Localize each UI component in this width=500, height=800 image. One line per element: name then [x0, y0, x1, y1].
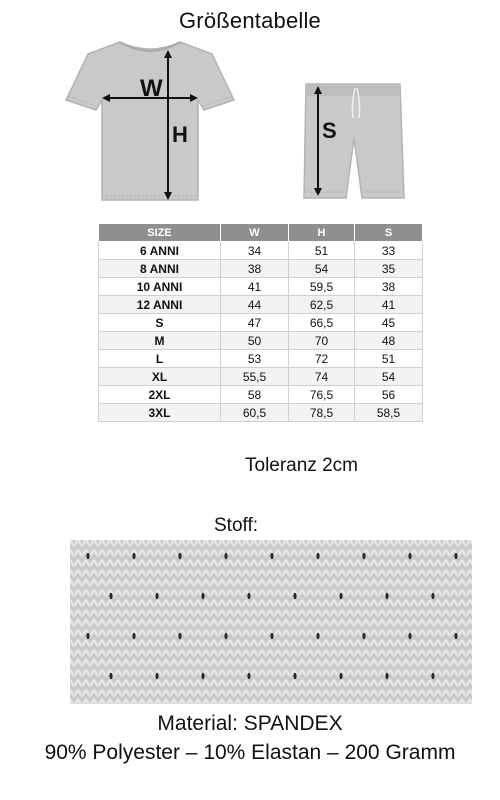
w-cell: 53 — [221, 350, 289, 368]
size-cell: L — [99, 350, 221, 368]
size-cell: XL — [99, 368, 221, 386]
table-header-row — [99, 224, 423, 242]
h-cell: 78,5 — [289, 404, 355, 422]
page-title: Größentabelle — [178, 8, 321, 33]
material-text: Material: SPANDEX — [157, 712, 343, 735]
mesh-hole — [270, 553, 273, 559]
w-cell: 50 — [221, 332, 289, 350]
width-label: W — [140, 75, 163, 102]
knit-fabric-swatch — [70, 540, 472, 704]
mesh-hole — [178, 633, 181, 639]
size-cell: S — [99, 314, 221, 332]
seat-label: S — [322, 118, 337, 143]
table-row — [99, 368, 423, 386]
mesh-hole — [155, 673, 158, 679]
mesh-hole — [247, 593, 250, 599]
table-row — [99, 242, 423, 260]
size-table — [98, 223, 423, 422]
size-cell: 8 ANNI — [99, 260, 221, 278]
table-row — [99, 278, 423, 296]
table-row — [99, 296, 423, 314]
column-header-w: W — [221, 224, 289, 242]
mesh-hole — [178, 553, 181, 559]
w-cell: 58 — [221, 386, 289, 404]
mesh-hole — [316, 633, 319, 639]
mesh-hole — [224, 553, 227, 559]
mesh-hole — [201, 673, 204, 679]
size-cell: 3XL — [99, 404, 221, 422]
s-cell: 33 — [355, 242, 423, 260]
mesh-hole — [109, 593, 112, 599]
mesh-hole — [408, 553, 411, 559]
h-cell: 59,5 — [289, 278, 355, 296]
table-row — [99, 314, 423, 332]
composition-text: 90% Polyester – 10% Elastan – 200 Gramm — [44, 741, 456, 764]
shorts-icon — [300, 80, 406, 204]
s-cell: 35 — [355, 260, 423, 278]
h-cell: 70 — [289, 332, 355, 350]
size-cell: 12 ANNI — [99, 296, 221, 314]
size-cell: 10 ANNI — [99, 278, 221, 296]
h-cell: 62,5 — [289, 296, 355, 314]
h-cell: 74 — [289, 368, 355, 386]
fabric-label: Stoff: — [214, 515, 259, 536]
mesh-hole — [109, 673, 112, 679]
mesh-hole — [293, 673, 296, 679]
mesh-hole — [86, 553, 89, 559]
mesh-hole — [408, 633, 411, 639]
column-header-h: H — [289, 224, 355, 242]
w-cell: 34 — [221, 242, 289, 260]
h-cell: 72 — [289, 350, 355, 368]
mesh-hole — [316, 553, 319, 559]
table-row — [99, 332, 423, 350]
mesh-hole — [431, 673, 434, 679]
mesh-hole — [385, 593, 388, 599]
t-shirt-icon — [62, 38, 238, 208]
mesh-hole — [224, 633, 227, 639]
h-cell: 66,5 — [289, 314, 355, 332]
table-row — [99, 260, 423, 278]
s-cell: 51 — [355, 350, 423, 368]
w-cell: 60,5 — [221, 404, 289, 422]
h-cell: 54 — [289, 260, 355, 278]
mesh-hole — [86, 633, 89, 639]
w-cell: 41 — [221, 278, 289, 296]
column-header-s: S — [355, 224, 423, 242]
w-cell: 38 — [221, 260, 289, 278]
mesh-hole — [454, 553, 457, 559]
mesh-hole — [339, 593, 342, 599]
s-cell: 56 — [355, 386, 423, 404]
s-cell: 41 — [355, 296, 423, 314]
column-header-size: SIZE — [99, 224, 221, 242]
h-cell: 51 — [289, 242, 355, 260]
s-cell: 48 — [355, 332, 423, 350]
w-cell: 47 — [221, 314, 289, 332]
table-row — [99, 404, 423, 422]
tolerance-note: Toleranz 2cm — [245, 455, 358, 476]
w-cell: 55,5 — [221, 368, 289, 386]
mesh-hole — [362, 633, 365, 639]
mesh-hole — [155, 593, 158, 599]
mesh-hole — [132, 553, 135, 559]
mesh-hole — [454, 633, 457, 639]
mesh-hole — [385, 673, 388, 679]
s-cell: 45 — [355, 314, 423, 332]
size-cell: 6 ANNI — [99, 242, 221, 260]
s-cell: 58,5 — [355, 404, 423, 422]
mesh-hole — [293, 593, 296, 599]
size-cell: M — [99, 332, 221, 350]
mesh-hole — [431, 593, 434, 599]
h-cell: 76,5 — [289, 386, 355, 404]
s-cell: 38 — [355, 278, 423, 296]
table-row — [99, 386, 423, 404]
size-cell: 2XL — [99, 386, 221, 404]
s-cell: 54 — [355, 368, 423, 386]
height-label: H — [172, 122, 188, 147]
mesh-hole — [339, 673, 342, 679]
mesh-hole — [270, 633, 273, 639]
mesh-hole — [201, 593, 204, 599]
w-cell: 44 — [221, 296, 289, 314]
table-row — [99, 350, 423, 368]
mesh-hole — [132, 633, 135, 639]
mesh-hole — [247, 673, 250, 679]
mesh-hole — [362, 553, 365, 559]
